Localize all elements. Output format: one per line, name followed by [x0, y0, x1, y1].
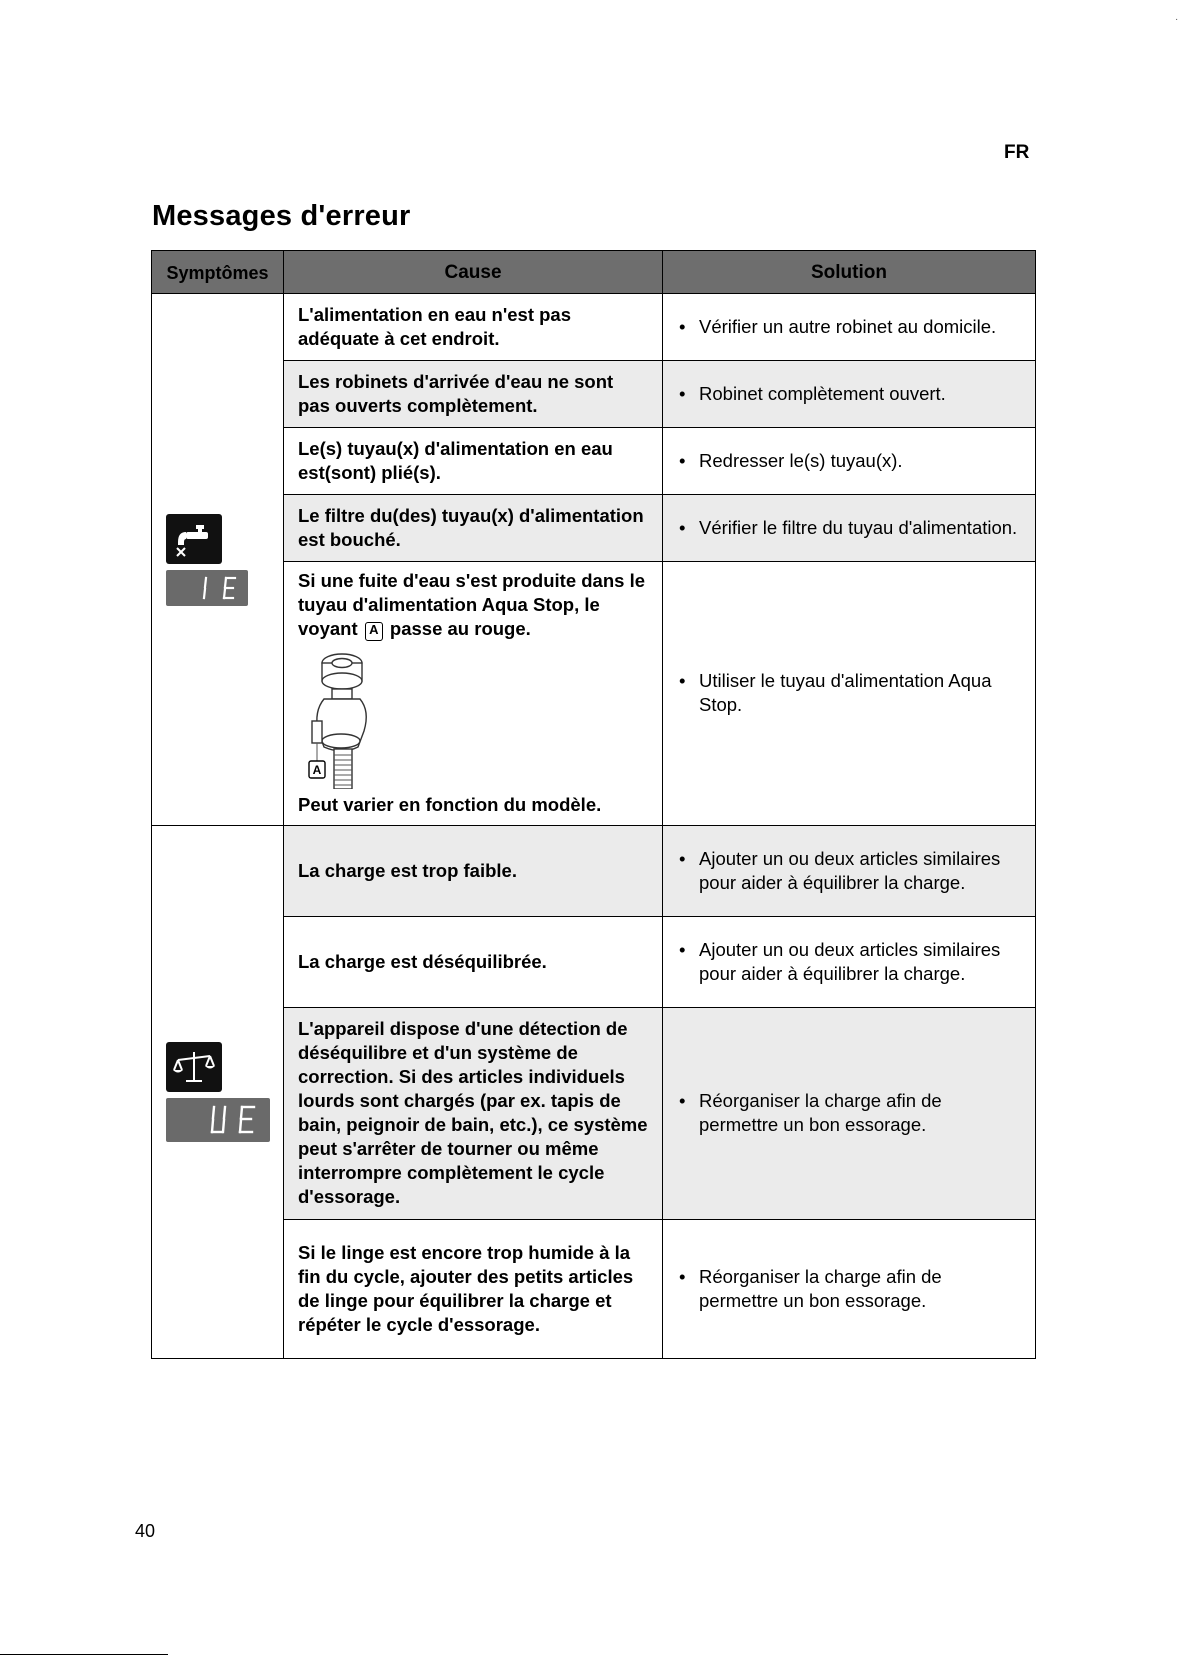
solution-cell: • Réorganiser la charge afin de permettre un bon essorage.	[663, 1220, 1036, 1359]
bullet-icon: •	[679, 516, 686, 538]
cause-cell: Les robinets d'arrivée d'eau ne sont pas ouverts complètement.	[284, 361, 663, 428]
cause-cell: La charge est déséquilibrée.	[284, 917, 663, 1008]
error-messages-table	[151, 250, 1036, 1359]
cause-cell: Si le linge est encore trop humide à la fin du cycle, ajouter des petits articles de linge pour équilibrer la charge et répéter le cycle d'essorage.	[284, 1220, 663, 1359]
footer-rule	[0, 1654, 168, 1655]
table-row	[152, 917, 1036, 1008]
language-code: FR	[1004, 142, 1030, 163]
solution-cell: • Ajouter un ou deux articles similaires pour aider à équilibrer la charge.	[663, 917, 1036, 1008]
cause-cell: Le(s) tuyau(x) d'alimentation en eau est(sont) plié(s).	[284, 428, 663, 495]
bullet-icon: •	[679, 847, 686, 869]
table-row	[152, 826, 1036, 917]
bullet-icon: •	[679, 315, 686, 337]
table-row	[152, 294, 1036, 361]
solution-cell: • Robinet complètement ouvert.	[663, 361, 1036, 428]
hose-callout-label: A	[312, 763, 322, 777]
water-tap-icon	[166, 514, 222, 564]
solution-cell: • Ajouter un ou deux articles similaires pour aider à équilibrer la charge.	[663, 826, 1036, 917]
table-row	[152, 1008, 1036, 1220]
indicator-a-badge: A	[365, 622, 383, 641]
solution-cell: • Vérifier un autre robinet au domicile.	[663, 294, 1036, 361]
solution-cell: • Vérifier le filtre du tuyau d'alimentation.	[663, 495, 1036, 562]
table-row	[152, 428, 1036, 495]
error-code-display-ue	[166, 1098, 270, 1142]
aqua-stop-hose-illustration	[298, 651, 648, 789]
solution-cell: • Utiliser le tuyau d'alimentation Aqua Stop.	[663, 562, 1036, 826]
table-row	[152, 361, 1036, 428]
table-row	[152, 495, 1036, 562]
error-code-display-ie	[166, 570, 248, 606]
bullet-icon: •	[679, 449, 686, 471]
table-row	[152, 1220, 1036, 1359]
table-header-row	[152, 251, 1036, 294]
symptom-cell-water	[152, 294, 284, 826]
header-solution: Solution	[663, 251, 1036, 294]
cause-cell: L'alimentation en eau n'est pas adéquate à cet endroit.	[284, 294, 663, 361]
table-row	[152, 562, 1036, 826]
aqua-stop-cause-text: Si une fuite d'eau s'est produite dans le tuyau d'alimentation Aqua Stop, le voyant	[298, 570, 646, 639]
bullet-icon: •	[679, 1265, 686, 1287]
cause-cell: Le filtre du(des) tuyau(x) d'alimentation est bouché.	[284, 495, 663, 562]
cause-cell: L'appareil dispose d'une détection de déséquilibre et d'un système de correction. Si des articles individuels lourds sont chargés (par ex. tapis de bain, peignoir de bain, etc.), ce système peut s'arrêter de tourner ou même interrompre complètement le cycle d'essorage.	[284, 1008, 663, 1220]
header-symptoms: Symptômes	[152, 251, 284, 294]
bullet-icon: •	[679, 670, 686, 691]
bullet-icon: •	[679, 1090, 686, 1111]
bullet-icon: •	[679, 938, 686, 960]
aqua-stop-cause-text-end: passe au rouge.	[389, 618, 531, 639]
balance-scale-icon	[166, 1042, 222, 1092]
solution-cell: • Redresser le(s) tuyau(x).	[663, 428, 1036, 495]
model-variation-note: Peut varier en fonction du modèle.	[298, 794, 602, 815]
symptom-cell-balance	[152, 826, 284, 1359]
bullet-icon: •	[679, 382, 686, 404]
solution-cell: • Réorganiser la charge afin de permettre un bon essorage.	[663, 1008, 1036, 1220]
cause-cell-aqua-stop	[284, 562, 663, 826]
cause-cell: La charge est trop faible.	[284, 826, 663, 917]
corner-mark: .	[1175, 12, 1178, 23]
page-title: Messages d'erreur	[152, 200, 411, 232]
header-cause: Cause	[284, 251, 663, 294]
page-number: 40	[135, 1521, 156, 1541]
